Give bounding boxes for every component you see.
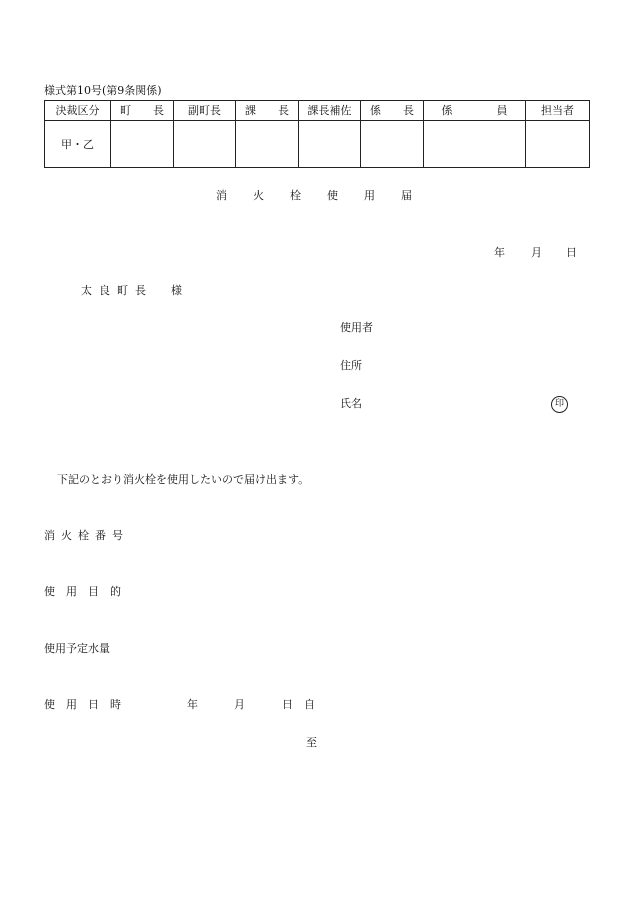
water-amount-label: 使用予定水量 — [44, 642, 110, 655]
approval-cell-assistant-chief[interactable] — [299, 121, 361, 168]
hydrant-number-label: 消火栓番号 — [44, 529, 129, 542]
approval-cell-section-chief[interactable] — [236, 121, 299, 168]
approval-header-unit-chief: 係 長 — [361, 101, 424, 121]
datetime-month-label: 月 — [234, 698, 245, 711]
datetime-day-from-label: 日自 — [282, 698, 326, 711]
purpose-label: 使用目的 — [44, 585, 132, 598]
addressee: 太良町長 様 — [81, 284, 189, 297]
datetime-label: 使用日時 — [44, 698, 132, 711]
approval-cell-unit-chief[interactable] — [361, 121, 424, 168]
datetime-year-label: 年 — [187, 698, 198, 711]
page-title: 消火栓使用届 — [216, 189, 438, 202]
seal-icon: 印 — [551, 396, 568, 413]
approval-category-value: 甲・乙 — [45, 121, 111, 168]
approval-cell-deputy-mayor[interactable] — [174, 121, 236, 168]
approval-header-row — [45, 101, 590, 121]
approval-header-person-in-charge: 担当者 — [526, 101, 590, 121]
date-month-label: 月 — [531, 246, 542, 259]
approval-header-deputy-mayor: 副町長 — [174, 101, 236, 121]
approval-header-section-chief: 課 長 — [236, 101, 299, 121]
approval-header-staff: 係 員 — [424, 101, 526, 121]
applicant-name-label: 氏名 — [340, 397, 362, 410]
approval-cell-staff[interactable] — [424, 121, 526, 168]
datetime-to-label: 至 — [306, 736, 317, 749]
approval-stamp-row — [45, 121, 590, 168]
date-year-label: 年 — [494, 246, 505, 259]
approval-cell-person-in-charge[interactable] — [526, 121, 590, 168]
approval-header-assistant-chief: 課長補佐 — [299, 101, 361, 121]
approval-header-mayor: 町 長 — [111, 101, 174, 121]
form-number: 様式第10号(第9条関係) — [44, 84, 162, 97]
date-day-label: 日 — [566, 246, 577, 259]
approval-header-category: 決裁区分 — [45, 101, 111, 121]
applicant-address-label: 住所 — [340, 359, 362, 372]
approval-table — [44, 100, 590, 168]
statement: 下記のとおり消火栓を使用したいので届け出ます。 — [57, 473, 310, 486]
applicant-user-label: 使用者 — [340, 321, 373, 334]
approval-cell-mayor[interactable] — [111, 121, 174, 168]
